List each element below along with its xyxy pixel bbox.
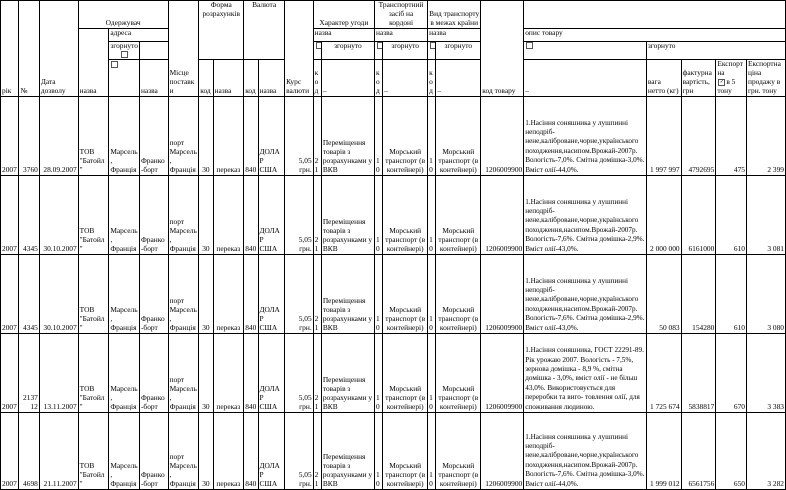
cell-deal-name: Переміщення товарів з розрахунками у ВКВ — [321, 333, 374, 412]
cell-invoice: 5838817 — [681, 333, 716, 412]
cell-invoice: 6561756 — [681, 412, 716, 489]
header-tb-code: код — [375, 60, 383, 97]
cell-number: 4345 — [19, 254, 39, 333]
cell-place: порт Марсель, Франція — [168, 412, 199, 489]
header-address: адреса — [109, 28, 168, 41]
cell-tv-code: 10 — [428, 175, 436, 254]
cell-goods-code: 1206009900 — [481, 96, 524, 175]
cell-tv-name: Морський транспорт (в контейнері) — [436, 175, 481, 254]
header-deal-name: назва — [313, 28, 374, 41]
cell-name: Франко-борт — [139, 412, 168, 489]
cell-rate: 5,05 грн. — [285, 412, 314, 489]
cell-recipient: ТОВ "Батойл" — [78, 254, 109, 333]
cell-cur-name: ДОЛАР США — [258, 412, 285, 489]
cell-number: 3760 — [19, 96, 39, 175]
cell-cur-name: ДОЛАР США — [258, 333, 285, 412]
cell-name: Франко-борт — [139, 333, 168, 412]
header-row-2 — [1, 28, 786, 41]
cell-deal-code: 21 — [313, 96, 321, 175]
cell-rate: 5,05 грн. — [285, 96, 314, 175]
cell-address: Марсель, Франція — [109, 254, 140, 333]
header-domestic-toggle[interactable] — [428, 41, 436, 60]
cell-per-ton: 670 — [716, 333, 747, 412]
header-goods-description: опис товару — [524, 28, 786, 41]
cell-rate: 5,05 грн. — [285, 175, 314, 254]
cell-weight: 1 725 674 — [646, 333, 681, 412]
table-row — [1, 96, 786, 175]
header-border-collapsed: згорнуто — [383, 41, 428, 60]
header-desc-collapsed: згорнуто — [646, 41, 785, 60]
collapsed-label: згорнуто — [110, 41, 138, 50]
cell-deal-code: 21 — [313, 175, 321, 254]
header-rate: Курс валюти — [285, 1, 314, 97]
cell-weight: 1 999 012 — [646, 412, 681, 489]
cell-pay-name: переказ — [213, 175, 244, 254]
header-address-empty — [139, 41, 168, 60]
header-currency: Валюта — [244, 1, 285, 60]
cell-rate: 5,05 грн. — [285, 333, 314, 412]
cell-tv-name: Морський транспорт (в контейнері) — [436, 333, 481, 412]
header-row-1 — [1, 1, 786, 29]
cell-year: 2007 — [1, 333, 19, 412]
deal-checkbox-icon[interactable] — [316, 42, 322, 49]
header-goods-code: код товару — [481, 1, 524, 97]
cell-tb-code: 10 — [375, 96, 383, 175]
cell-pay-code: 30 — [199, 175, 213, 254]
cell-tb-code: 10 — [375, 412, 383, 489]
cell-tv-name: Морський транспорт (в контейнері) — [436, 412, 481, 489]
cell-pay-code: 30 — [199, 254, 213, 333]
cell-pay-code: 30 — [199, 96, 213, 175]
header-row-3 — [1, 41, 786, 60]
cell-description: 1.Насіння соняшника, ГОСТ 22291-89. Рік урожаю 2007. Вологість - 7,5%, зернова домішка - 8,9 %, смітна домішка - 3,0%, вміст олії - не більш 43,0%. Використовується для переробки та виго- товлення олії, для споживання людиною. — [524, 333, 647, 412]
cell-address: Марсель, Франція — [109, 96, 140, 175]
cell-tb-code: 10 — [375, 175, 383, 254]
cell-year: 2007 — [1, 96, 19, 175]
cell-per-ton: 475 — [716, 96, 747, 175]
cell-tb-code: 10 — [375, 254, 383, 333]
cell-deal-name: Переміщення товарів з розрахунками у ВКВ — [321, 412, 374, 489]
header-export — [716, 60, 747, 97]
cell-deal-code: 21 — [313, 412, 321, 489]
cell-cur-code: 840 — [244, 96, 258, 175]
cell-tv-code: 10 — [428, 412, 436, 489]
header-row-4 — [1, 60, 786, 97]
cell-weight: 50 083 — [646, 254, 681, 333]
cell-goods-code: 1206009900 — [481, 333, 524, 412]
header-tb-minus: – — [383, 60, 428, 97]
cell-cur-code: 840 — [244, 175, 258, 254]
cell-place: порт Марсель, Франція — [168, 175, 199, 254]
header-empty-right — [524, 1, 786, 29]
domestic-checkbox-icon[interactable] — [430, 42, 436, 49]
cell-year: 2007 — [1, 254, 19, 333]
header-address-col — [109, 60, 140, 97]
header-deal-collapsed: згорнуто — [321, 41, 374, 60]
cell-recipient: ТОВ "Батойл" — [78, 175, 109, 254]
collapsed-checkbox-icon[interactable] — [121, 51, 128, 58]
cell-pay-name: переказ — [213, 333, 244, 412]
cell-tb-code: 10 — [375, 333, 383, 412]
header-tv-code: код — [428, 60, 436, 97]
cell-goods-code: 1206009900 — [481, 254, 524, 333]
header-deal-character: Характер угоди — [313, 1, 374, 29]
export-label: Експортна — [717, 59, 744, 78]
header-border-transport: Транспортний засіб на кордоні — [375, 1, 428, 29]
header-deal-toggle[interactable] — [313, 41, 321, 60]
cell-recipient: ТОВ "Батойл" — [78, 96, 109, 175]
cell-invoice: 6161000 — [681, 175, 716, 254]
cell-cur-name: ДОЛАР США — [258, 254, 285, 333]
cell-description: 1.Насіння соняшника у лушпинні неподріб-нене,каліброване,чорне,українського походження,насипом.Врожай-2007р. Вологість-7,6%. Смітна домішка-3,0%. Вміст олії-44,0%. — [524, 412, 647, 489]
header-tv-minus: – — [436, 60, 481, 97]
cell-tb-name: Морський транспорт (в контейнері) — [383, 254, 428, 333]
per-ton-label: в 5 тону — [717, 77, 736, 95]
cell-tb-name: Морський транспорт (в контейнері) — [383, 412, 428, 489]
table-row — [1, 412, 786, 489]
export-checkbox-icon[interactable]: ✓ — [719, 79, 724, 85]
header-desc-minus: – — [524, 60, 647, 97]
cell-number: 4345 — [19, 175, 39, 254]
cell-cur-code: 840 — [244, 412, 258, 489]
cell-tv-name: Морський транспорт (в контейнері) — [436, 254, 481, 333]
cell-year: 2007 — [1, 175, 19, 254]
cell-number: 213712 — [19, 333, 39, 412]
header-cur-name: назва — [258, 60, 285, 97]
border-checkbox-icon[interactable] — [377, 42, 383, 49]
cell-goods-code: 1206009900 — [481, 412, 524, 489]
cell-pay-code: 30 — [199, 412, 213, 489]
header-year: рік — [1, 1, 19, 97]
header-border-toggle[interactable] — [375, 41, 383, 60]
header-border-name: назва — [375, 28, 428, 41]
cell-price: 3 383 — [746, 333, 785, 412]
cell-name: Франко-борт — [139, 254, 168, 333]
cell-price: 2 399 — [746, 96, 785, 175]
header-domestic-transport: Вид транспорту в межах країни — [428, 1, 481, 29]
header-pay-code: код — [199, 60, 213, 97]
desc-checkbox-icon[interactable] — [526, 42, 533, 49]
cell-invoice: 4792695 — [681, 96, 716, 175]
cell-pay-code: 30 — [199, 333, 213, 412]
header-name: назва — [139, 60, 168, 97]
cell-recipient: ТОВ "Батойл" — [78, 412, 109, 489]
cell-date: 30.10.2007 — [39, 175, 78, 254]
cell-place: порт Марсель, Франція — [168, 333, 199, 412]
cell-per-ton: 650 — [716, 412, 747, 489]
address-checkbox-icon[interactable] — [111, 61, 118, 68]
cell-year: 2007 — [1, 412, 19, 489]
cell-goods-code: 1206009900 — [481, 175, 524, 254]
cell-deal-code: 21 — [313, 333, 321, 412]
table-row — [1, 333, 786, 412]
cell-address: Марсель, Франція — [109, 175, 140, 254]
table-row — [1, 254, 786, 333]
cell-cur-name: ДОЛАР США — [258, 175, 285, 254]
header-collapsed-toggle[interactable] — [109, 41, 140, 60]
cell-deal-code: 21 — [313, 254, 321, 333]
header-recipient-name: назва — [78, 28, 109, 96]
cell-description: 1.Насіння соняшника у лушпинні неподріб-нене,каліброване,чорне,українського походження,насипом.Врожай-2007р. Вологість-7,6%. Смітна домішка-2,9%. Вміст олії-43,0%. — [524, 254, 647, 333]
header-place: Місце поставки — [168, 1, 199, 97]
header-export-price: Експортна ціна продажу в грн. тону — [746, 60, 785, 97]
header-number: № — [19, 1, 39, 97]
header-invoice: фактурна вартість, грн — [681, 60, 716, 97]
cell-pay-name: переказ — [213, 412, 244, 489]
cell-deal-name: Переміщення товарів з розрахунками у ВКВ — [321, 175, 374, 254]
cell-cur-name: ДОЛАР США — [258, 96, 285, 175]
cell-date: 21.11.2007 — [39, 412, 78, 489]
cell-cur-code: 840 — [244, 333, 258, 412]
cell-address: Марсель, Франція — [109, 412, 140, 489]
cell-date: 13.11.2007 — [39, 333, 78, 412]
cell-tb-name: Морський транспорт (в контейнері) — [383, 96, 428, 175]
cell-pay-name: переказ — [213, 96, 244, 175]
cell-place: порт Марсель, Франція — [168, 96, 199, 175]
cell-pay-name: переказ — [213, 254, 244, 333]
cell-date: 30.10.2007 — [39, 254, 78, 333]
cell-price: 3 080 — [746, 254, 785, 333]
cell-place: порт Марсель, Франція — [168, 254, 199, 333]
header-domestic-collapsed: згорнуто — [436, 41, 481, 60]
header-payment-form: Форма розрахунків — [199, 1, 244, 60]
cell-rate: 5,05 грн. — [285, 254, 314, 333]
cell-tb-name: Морський транспорт (в контейнері) — [383, 333, 428, 412]
header-pay-name: назва — [213, 60, 244, 97]
header-recipient-group: Одержувач — [78, 1, 168, 29]
cell-deal-name: Переміщення товарів з розрахунками у ВКВ — [321, 96, 374, 175]
cell-tv-code: 10 — [428, 333, 436, 412]
cell-description: 1.Насіння соняшника у лушпинні неподріб-нене,каліброване,чорне,українського походження,насипом.Врожай-2007р. Вологість-7,6%. Смітна домішка-2,9%. Вміст олії-43,0%. — [524, 175, 647, 254]
cell-per-ton: 610 — [716, 254, 747, 333]
cell-tv-code: 10 — [428, 96, 436, 175]
cell-deal-name: Переміщення товарів з розрахунками у ВКВ — [321, 254, 374, 333]
header-weight: вага нетто (кг) — [646, 60, 681, 97]
header-desc-toggle[interactable] — [524, 41, 647, 60]
table-row — [1, 175, 786, 254]
cell-tb-name: Морський транспорт (в контейнері) — [383, 175, 428, 254]
cell-weight: 1 997 997 — [646, 96, 681, 175]
header-date: Дата дозволу — [39, 1, 78, 97]
cell-date: 28.09.2007 — [39, 96, 78, 175]
cell-price: 3 081 — [746, 175, 785, 254]
header-cur-code: код — [244, 60, 258, 97]
cell-invoice: 154280 — [681, 254, 716, 333]
cell-recipient: ТОВ "Батойл" — [78, 333, 109, 412]
cell-address: Марсель, Франція — [109, 333, 140, 412]
cell-weight: 2 000 000 — [646, 175, 681, 254]
header-deal-minus: – — [321, 60, 374, 97]
table-body — [1, 96, 786, 489]
cell-tv-name: Морський транспорт (в контейнері) — [436, 96, 481, 175]
cell-tv-code: 10 — [428, 254, 436, 333]
cell-name: Франко-борт — [139, 96, 168, 175]
cell-name: Франко-борт — [139, 175, 168, 254]
cell-price: 3 282 — [746, 412, 785, 489]
cell-cur-code: 840 — [244, 254, 258, 333]
cell-per-ton: 610 — [716, 175, 747, 254]
header-deal-code: код — [313, 60, 321, 97]
cell-number: 4698 — [19, 412, 39, 489]
header-domestic-name: назва — [428, 28, 481, 41]
cell-description: 1.Насіння соняшника у лушпинні неподріб-нене,каліброване,чорне,українського походження,насипом.Врожай-2007р. Вологість-7,0%. Смітна домішка-3,0%. Вміст олії-44,0%. — [524, 96, 647, 175]
